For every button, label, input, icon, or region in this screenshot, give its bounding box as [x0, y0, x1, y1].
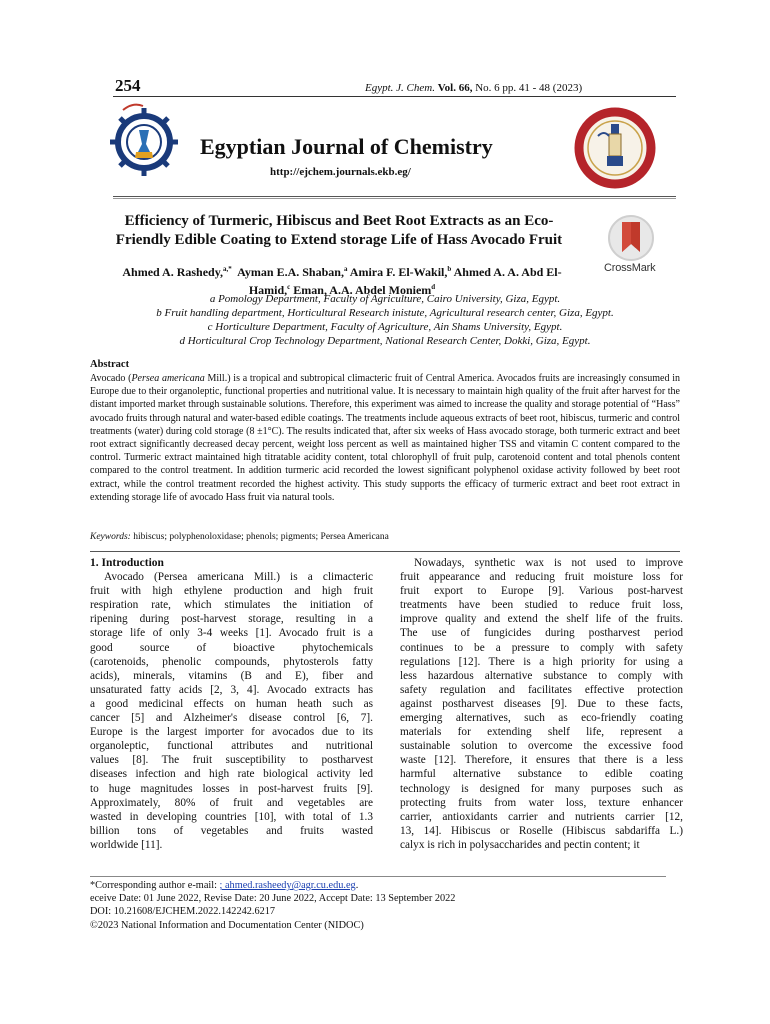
journal-url[interactable]: http://ejchem.journals.ekb.eg/: [270, 166, 411, 178]
affiliation-c: c Horticulture Department, Faculty of Agriculture, Ain Shams University, Egypt.: [207, 321, 563, 333]
affiliation-d: d Horticultural Crop Technology Department, National Research Center, Dokki, Giza, Egypt.: [179, 335, 591, 347]
header-rule-double-top: [113, 196, 676, 197]
author-email-link[interactable]: ; ahmed.rasheedy@agr.cu.edu.eg: [219, 880, 356, 891]
paper-title-line-1: Efficiency of Turmeric, Hibiscus and Beet Root Extracts as an Eco-: [124, 213, 554, 229]
body-text-line: cancer [5] and Alzheimer's disease control [6, 7].: [90, 712, 373, 725]
body-text-line: against postharvest diseases [9]. Due to these facts,: [400, 697, 683, 710]
body-text-line: fruit export to Europe [9]. Various post-harvest: [400, 585, 683, 598]
body-text-line: acids), minerals, vitamins (B and E), fiber and: [90, 669, 373, 682]
paper-title: [100, 212, 578, 250]
body-text-line: safety regulation and facilitates effective protection: [400, 683, 683, 696]
body-text-line: (carotenoids, phenolic compounds, phytosterols fatty: [90, 655, 373, 668]
body-text-line: respiration rate, which stimulates the initiation of: [90, 599, 373, 612]
body-text-line: waste [12]. Therefore, it ensures that there is a less: [400, 754, 683, 767]
body-text-line: less hazardous alternative substance to comply with: [400, 669, 683, 682]
intro-right-column: [400, 556, 683, 852]
article-dates: eceive Date: 01 June 2022, Revise Date: 20 June 2022, Accept Date: 13 September 2022: [90, 893, 456, 905]
intro-right-text: [400, 556, 683, 852]
body-text-line: protecting fruits from water loss, texture enhancer: [400, 796, 683, 809]
body-text-line: 13, 14]. Hibiscus or Roselle (Hibiscus sabdariffa L.): [400, 824, 683, 837]
journal-abbrev: Egypt. J. Chem.: [365, 82, 435, 94]
body-text-line: worldwide [11].: [90, 838, 163, 851]
journal-volume: Vol. 66,: [437, 82, 473, 94]
body-text-line: wasted in developing countries [10], with total of 1.3: [90, 810, 373, 823]
body-text-line: continues to be a pressure to comply with safety: [400, 641, 683, 654]
abstract-species-name: Persea americana: [131, 373, 205, 384]
abstract-text-start: Avocado (: [90, 373, 132, 384]
abstract-body: [90, 372, 680, 504]
body-text-line: calyx is rich in polysaccharides and pectin content; it: [400, 838, 640, 851]
authors-line-1: Ahmed A. Rashedy,$^{a,*}$ Ayman E.A. Shaban,$^a$ Amira F. El-Wakil,$^b$ Ahmed A. A. Abd El-: [122, 265, 562, 279]
header-rule-double-bottom: [113, 198, 676, 199]
keywords: [90, 532, 389, 542]
section-heading-introduction: 1. Introduction: [90, 557, 164, 569]
body-text-line: carrier, antioxidants carrier and nutrients carrier [12,: [400, 810, 683, 823]
body-text-line: regulations [12]. There is a high priority for using a: [400, 655, 683, 668]
affiliations: [90, 292, 680, 348]
body-text-line: good source of bioactive phytochemicals: [90, 641, 373, 654]
intro-left-column: [90, 556, 373, 852]
abstract-rule: [90, 551, 680, 552]
journal-emblem-logo: [103, 100, 185, 182]
body-text-line: improve quality and extend the shelf life of the fruits.: [400, 613, 683, 626]
intro-left-text: [90, 570, 373, 852]
body-text-line: unsaturated fatty acids [2, 3, 4]. Avocado extracts has: [90, 683, 373, 696]
body-text-line: ripening during post-harvest storage, resulting in a: [90, 613, 373, 626]
body-text-line: a good medicinal effects on human heath such as: [90, 697, 373, 710]
body-text-line: Nowadays, synthetic wax is not used to improve: [414, 557, 683, 569]
article-doi[interactable]: DOI: 10.21608/EJCHEM.2022.142242.6217: [90, 906, 276, 918]
abstract-heading: Abstract: [90, 359, 130, 370]
body-text-line: technology is designed for many purposes such as: [400, 782, 683, 795]
body-text-line: Avocado (Persea americana Mill.) is a climacteric: [104, 571, 373, 584]
body-text-line: Approximately, 80% of fruit and vegetables are: [90, 796, 373, 809]
journal-issue: No. 6 pp. 41 - 48 (2023): [475, 82, 583, 94]
body-text-line: The use of fungicides during postharvest period: [400, 627, 683, 640]
body-text-line: organoleptic, functional attributes and nutritional: [90, 740, 373, 753]
body-text-line: fruit with high ethylene production and high fruit: [90, 585, 373, 598]
affiliation-a: a Pomology Department, Faculty of Agriculture, Cairo University, Giza, Egypt.: [209, 293, 561, 305]
footnote: [90, 879, 680, 932]
body-text-line: to huge magnitudes losses in post-harvest fruits [9].: [90, 782, 373, 795]
journal-title: Egyptian Journal of Chemistry: [200, 134, 493, 159]
body-text-line: harmful alternative substance to edible coating: [400, 768, 683, 781]
body-text-line: sustainable solution to overcome the excessive food: [400, 740, 683, 753]
page-number: 254: [115, 76, 141, 95]
affiliation-b: b Fruit handling department, Horticultural Research inistute, Agricultural research center, Giza, Egypt.: [156, 307, 614, 319]
corresponding-suffix: .: [355, 880, 359, 891]
copyright-notice: ©2023 National Information and Documentation Center (NIDOC): [90, 919, 364, 931]
body-text-line: storage life of only 3-4 weeks [1]. Avocado fruit is a: [90, 627, 373, 640]
body-text-line: billion tons of vegetables and fruits wasted: [90, 824, 373, 837]
body-text-line: treatments have been studied to reduce fruit loss,: [400, 599, 683, 612]
journal-reference: [365, 82, 582, 94]
body-text-line: materials for extending shelf life, represent a: [400, 726, 683, 739]
body-text-line: Europe is the largest importer for avocados due to its: [90, 726, 373, 739]
body-text-line: values [8]. The fruit susceptibility to postharvest: [90, 754, 373, 767]
body-text-line: emerging alternatives, such as eco-friendly coating: [400, 712, 683, 725]
paper-title-line-2: Friendly Edible Coating to Extend storage Life of Hass Avocado Fruit: [115, 232, 563, 248]
society-logo: [574, 100, 656, 200]
body-text-line: fruit appearance and reducing fruit moisture loss for: [400, 571, 683, 584]
keywords-label: Keywords:: [90, 532, 131, 542]
corresponding-label: *Corresponding author e-mail:: [90, 880, 220, 891]
abstract-text-rest: Mill.) is a tropical and subtropical climacteric fruit of Central America. Avocados fruits are increasingly consumed in Europe due to their organoleptic, functional properties and nutritional value. It is necessary to maintain high quality of the fruit after harvest for the distant imported market through sustainable solutions. Therefore, this experiment was aimed to increase the quality and storage potential of “Hass” avocado fruits through natural and water-based edible coatings. The treatments include aqueous extracts of beet root, hibiscus, turmeric and control treatments (water) during cold storage (8 ±1°C). The results indicated that, after six weeks of Hass avocado storage, both turmeric extract and beet root extract significantly decreased decay percent, weight loss percent as well as maintained higher TSS and vitamin C content compared to the control. Turmeric extract maintained high titratable acidity content, total chlorophyll of fruit pulp, carotenoid content and total phenols content compared to the control treatment. In addition turmeric acid recorded the lowest significant polyphenol oxidase activity followed by beet root extract, while the control treatment recorded the highest activity. This study supports the efficacy of turmeric extract and beet root extract in extending storage life of avocado Hass fruit via natural tools.: [90, 373, 680, 503]
crossmark-label[interactable]: CrossMark: [604, 262, 656, 274]
authors-line-2: Hamid,$^c$ Eman, A.A. Abdel Moniem$^d$: [248, 283, 436, 297]
footnote-rule: [90, 876, 666, 877]
header-rule: [113, 96, 676, 97]
body-text-line: diseases infection and high rate biological activity led: [90, 768, 373, 781]
corresponding-author: [90, 879, 680, 892]
keywords-list: hibiscus; polyphenoloxidase; phenols; pigments; Persea Americana: [130, 532, 389, 542]
